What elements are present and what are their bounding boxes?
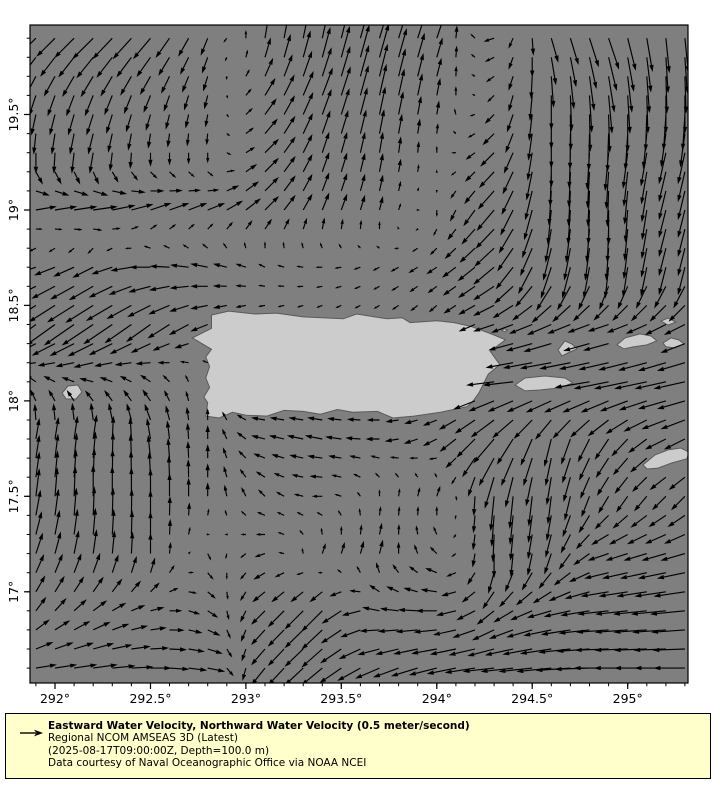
x-tick-label: 295° xyxy=(612,691,643,706)
y-tick-label: 17° xyxy=(6,580,21,603)
legend-time-depth: (2025-08-17T09:00:00Z, Depth=100.0 m) xyxy=(48,744,270,757)
y-tick-label: 18.5° xyxy=(6,288,21,323)
x-tick-label: 293.5° xyxy=(320,691,363,706)
legend-box xyxy=(5,713,711,779)
y-tick-label: 19° xyxy=(6,198,21,222)
y-tick-label: 17.5° xyxy=(6,479,21,514)
y-tick-label: 18° xyxy=(6,389,21,412)
legend-model: Regional NCOM AMSEAS 3D (Latest) xyxy=(48,732,238,745)
legend-reference-arrow-icon xyxy=(19,728,45,738)
land-puerto-rico xyxy=(192,311,505,418)
y-tick-label: 19.5° xyxy=(6,97,21,132)
legend-title: Eastward Water Velocity, Northward Water Velocity (0.5 meter/second) xyxy=(48,720,470,732)
x-tick-label: 292.5° xyxy=(129,691,172,706)
x-tick-label: 294° xyxy=(421,691,452,706)
legend-credit: Data courtesy of Naval Oceanographic Office via NOAA NCEI xyxy=(48,757,367,770)
x-tick-label: 293° xyxy=(230,691,261,706)
x-tick-label: 292° xyxy=(39,691,71,706)
x-tick-label: 294.5° xyxy=(511,691,554,706)
